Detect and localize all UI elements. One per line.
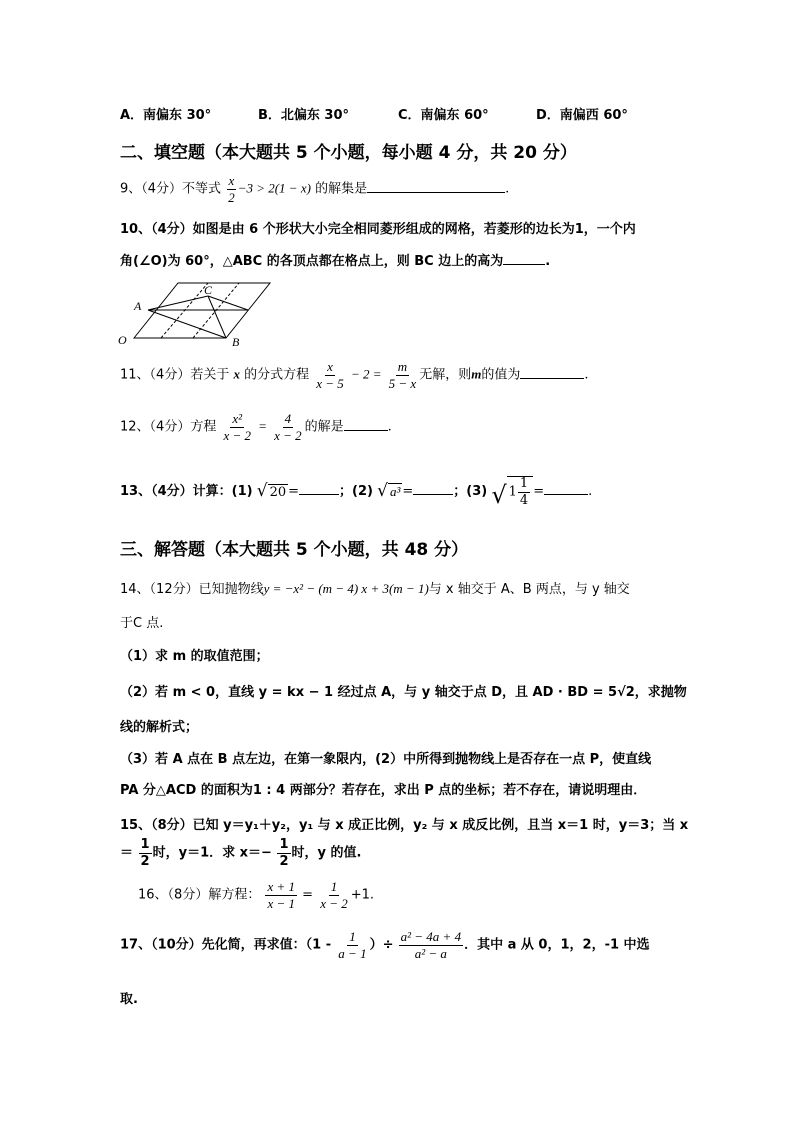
- answer-blank[interactable]: [344, 417, 388, 431]
- fraction: $\frac{m}{5 - x}$: [388, 359, 417, 391]
- fraction: $\frac{1}{a - 1}$: [338, 929, 367, 961]
- question-10-line1: 10、（4分）如图是由 6 个形状大小完全相同菱形组成的网格，若菱形的边长为1，一个内: [120, 222, 636, 237]
- fraction: $\frac{x}{2}$: [228, 173, 235, 205]
- answer-blank[interactable]: [544, 481, 588, 495]
- question-14-part3-line2: PA 分△ACD 的面积为1 : 4 两部分？若存在，求出 P 点的坐标；若不存在，请说明理由．: [120, 783, 647, 798]
- question-16: 16、（8分）解方程： $\frac{x + 1}{x - 1}$ = $\frac{1}{x - 2}$ +1.: [138, 879, 375, 911]
- question-15-line1: 15、（8分）已知 y＝y₁＋y₂，y₁ 与 x 成正比例，y₂ 与 x 成反比例，且当 x＝1 时，y＝3；当 x: [120, 818, 689, 833]
- question-14-part2-line2: 线的解析式；: [120, 720, 199, 735]
- option-b: B．北偏东 30°: [258, 108, 350, 123]
- fraction: $\frac{x + 1}{x - 1}$: [267, 879, 296, 911]
- fraction: $\frac{\text{x²}}{x - 2}$: [223, 411, 252, 443]
- sqrt-mixed-number: √ 1 $\frac{1}{4}$: [491, 476, 533, 507]
- answer-blank[interactable]: [520, 365, 584, 379]
- label-c: C: [204, 283, 213, 297]
- sqrt-a-cubed: √ a³: [377, 481, 401, 502]
- option-c: C．南偏东 60°: [398, 108, 489, 123]
- question-14-part1: （1）求 m 的取值范围；: [120, 649, 269, 664]
- segment-ac: [148, 296, 208, 310]
- segment-c-right: [208, 296, 248, 310]
- fraction: $\frac{1}{x - 2}$: [320, 879, 348, 911]
- answer-blank[interactable]: [413, 481, 453, 495]
- question-14-part3-line1: （3）若 A 点在 B 点左边，在第一象限内，(2）中所得到抛物线上是否存在一点 P，使直线: [120, 752, 652, 767]
- question-14-line2: 于C 点.: [120, 616, 164, 631]
- fraction: $\frac{1}{2}$: [140, 837, 150, 869]
- fraction: $\frac{x}{x - 5}$: [316, 359, 344, 391]
- fraction: $\frac{1}{2}$: [279, 837, 289, 869]
- section-heading-fill-in: 二、填空题（本大题共 5 个小题，每小题 4 分，共 20 分）: [120, 143, 577, 163]
- question-13: 13、（4分）计算：(1) √ 20 = ；(2) √ a³ = ；(3) √ 1 $\frac{1}{4}$ = .: [120, 476, 593, 510]
- label-o: O: [118, 333, 127, 347]
- option-d: D．南偏西 60°: [536, 108, 628, 123]
- segment-ab: [148, 310, 226, 338]
- question-15-line2: ＝ $\frac{1}{2}$ 时，y＝1．求 x＝− $\frac{1}{2}$ 时，y 的值.: [120, 837, 362, 869]
- sqrt-20: √ 20: [256, 481, 287, 502]
- answer-blank[interactable]: [299, 481, 339, 495]
- question-14-part2-line1: （2）若 m < 0，直线 y = kx − 1 经过点 A，与 y 轴交于点 D，且 AD · BD = 5√2，求抛物: [120, 685, 687, 700]
- question-11: 11、（4分）若关于 x 的分式方程 $\frac{x}{x - 5}$ − 2 = $\frac{m}{5 - x}$ 无解，则m的值为 .: [120, 359, 589, 391]
- question-17-line2: 取.: [120, 992, 138, 1007]
- answer-blank[interactable]: [503, 251, 545, 265]
- question-14-line1: 14、（12分）已知抛物线y = −x² − (m − 4) x + 3(m − 1)与 x 轴交于 A、B 两点，与 y 轴交: [120, 581, 630, 597]
- section-heading-solve: 三、解答题（本大题共 5 个小题，共 48 分）: [120, 540, 469, 560]
- label-b: B: [232, 335, 240, 349]
- question-9: 9、（4分）不等式 $\frac{x}{2}$ −3 > 2(1 − x) 的解集是 .: [120, 173, 510, 205]
- option-a: A．南偏东 30°: [120, 108, 212, 123]
- question-17-line1: 17、（10分）先化简，再求值：（1 - $\frac{1}{a - 1}$ ）÷ $\frac{\text{a² − 4a + 4}}{\text{a² − a}}$ ．其中 a 从 0，1，2，-1 中选: [120, 929, 650, 961]
- fraction: $\frac{\text{a² − 4a + 4}}{\text{a² − a}}$: [400, 929, 462, 961]
- label-a: A: [134, 299, 142, 313]
- fraction: $\frac{4}{x - 2}$: [274, 411, 302, 443]
- answer-blank[interactable]: [367, 179, 505, 193]
- rhombus-grid-figure: [114, 278, 274, 350]
- question-10-line2: 角(∠O)为 60°，△ABC 的各顶点都在格点上，则 BC 边上的高为 .: [120, 250, 550, 269]
- question-12: 12、（4分）方程 $\frac{\text{x²}}{x - 2}$ = $\frac{4}{x - 2}$ 的解是 .: [120, 411, 392, 443]
